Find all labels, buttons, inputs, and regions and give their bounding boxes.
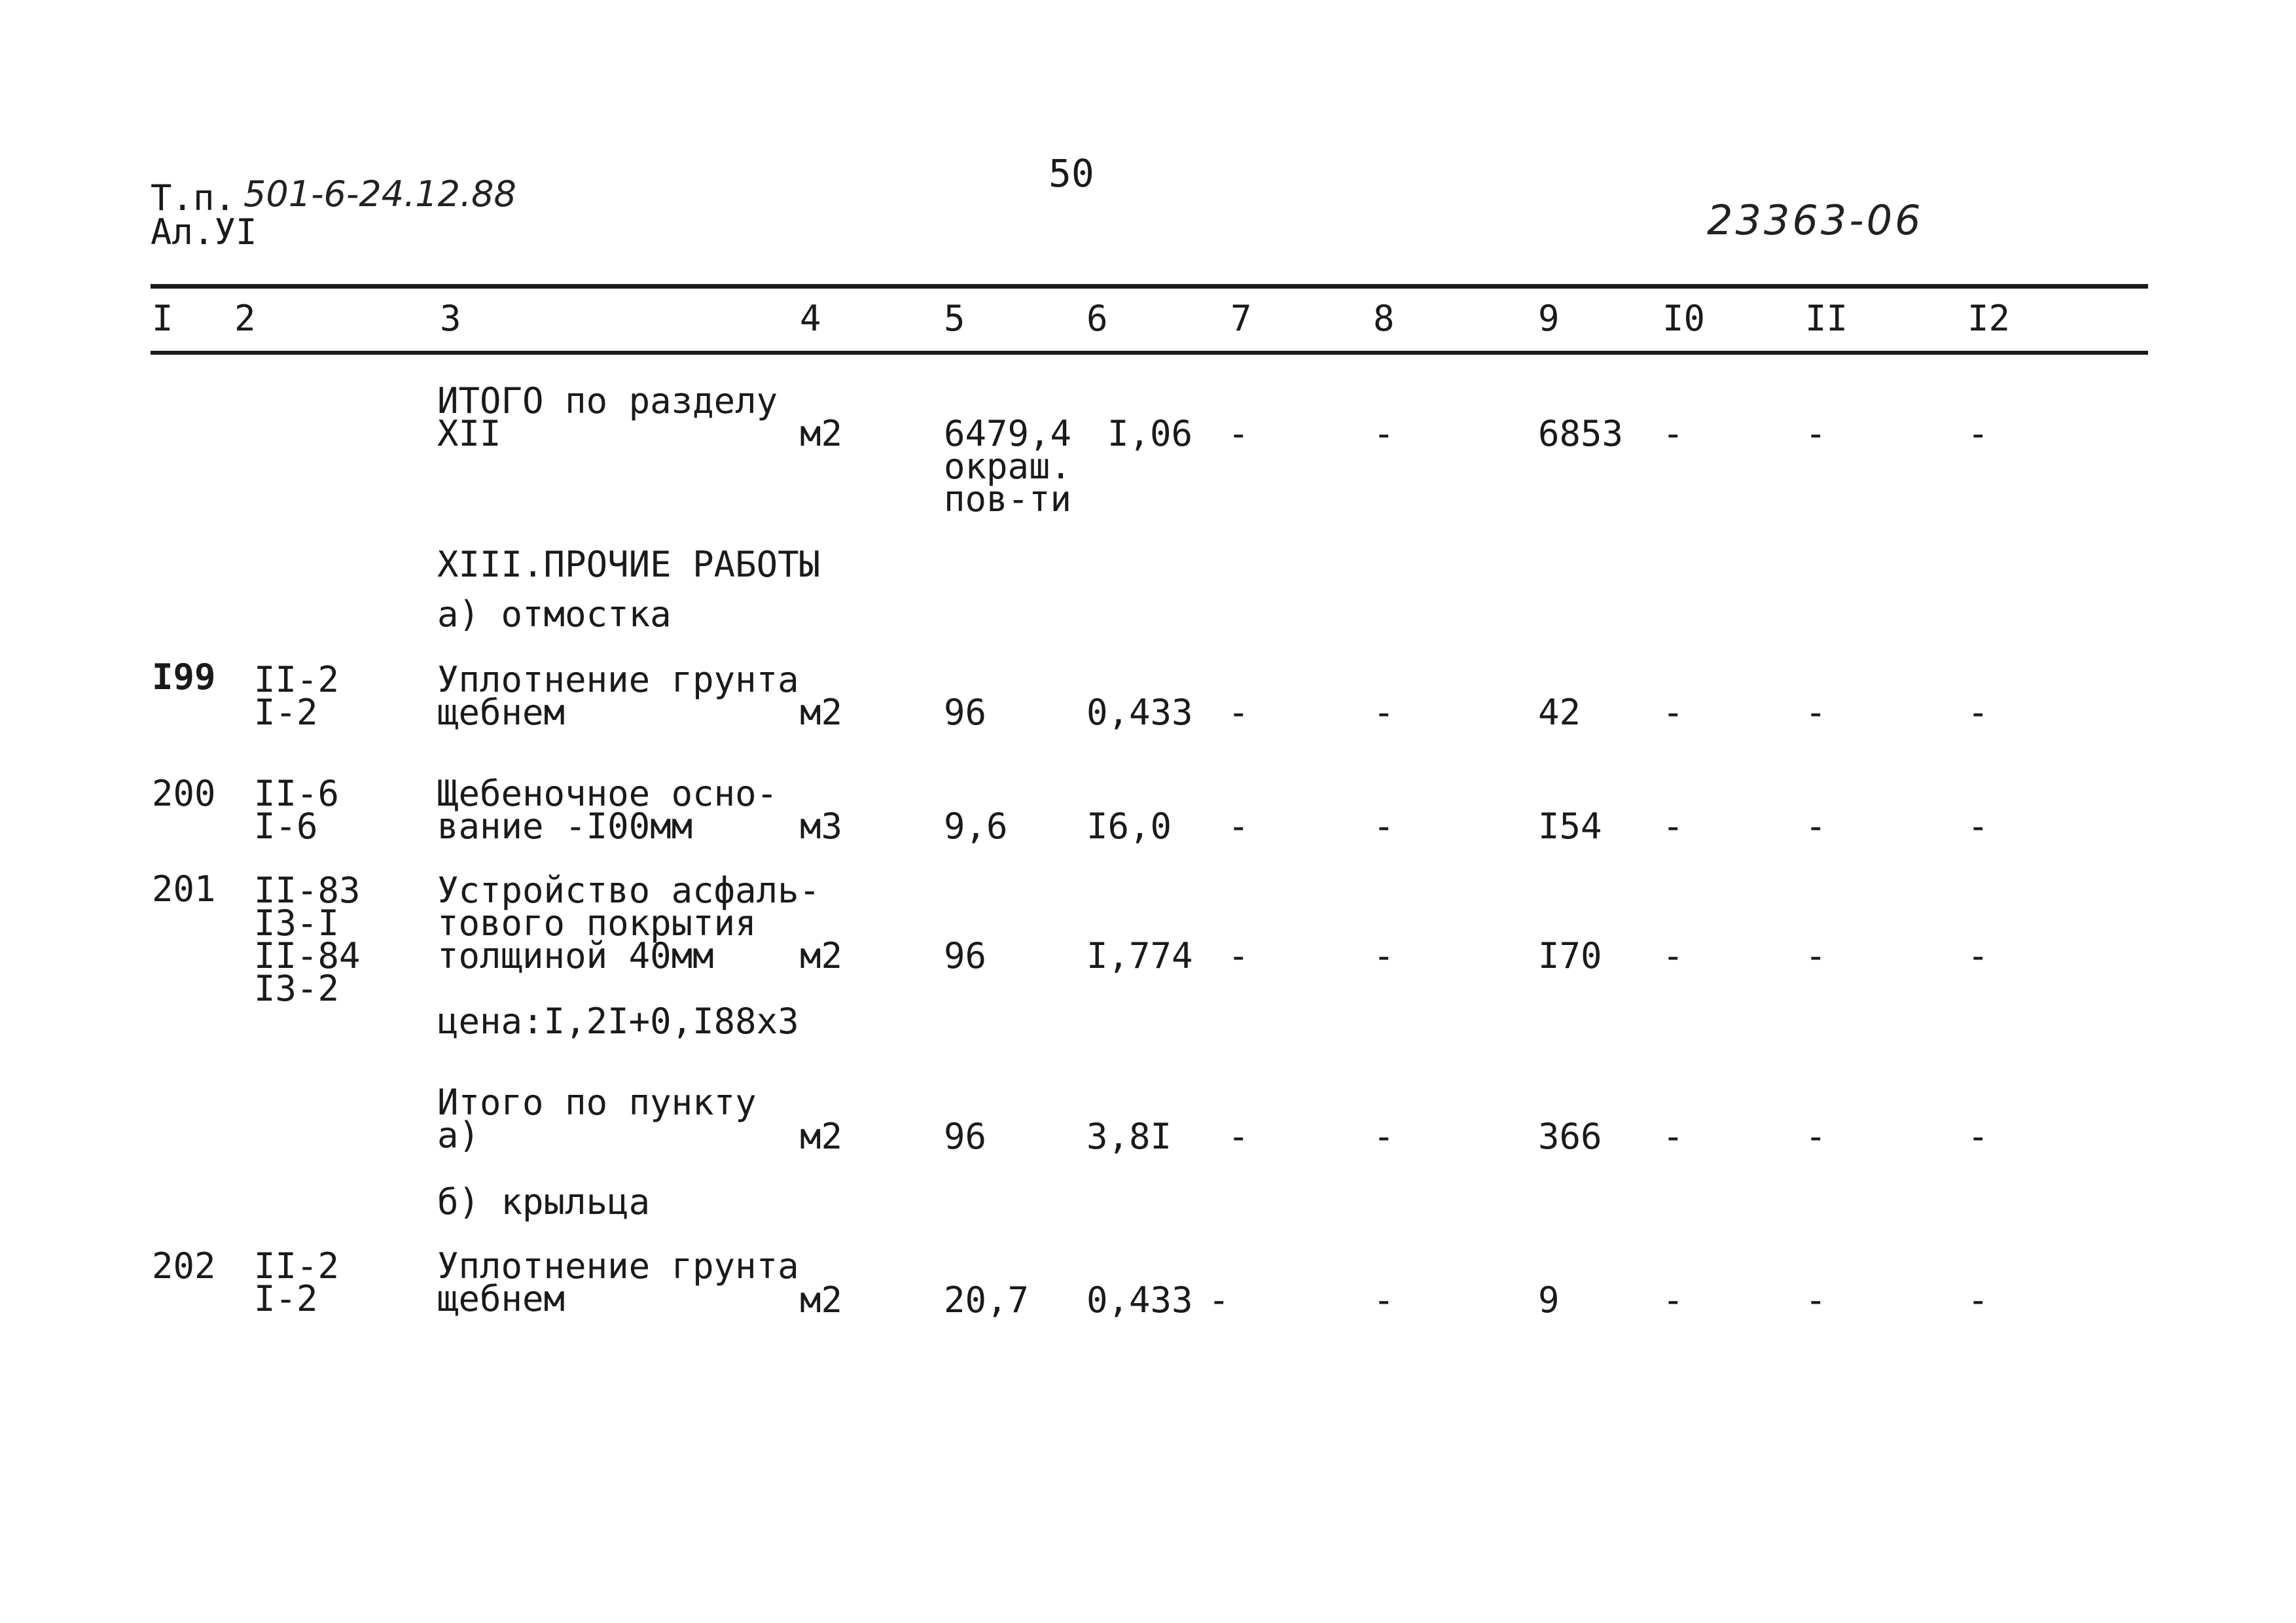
row-col7: - xyxy=(1228,806,1249,847)
row-total: I54 xyxy=(1538,806,1602,847)
row-total: 42 xyxy=(1538,692,1581,733)
row-number: I99 xyxy=(152,656,216,698)
row-name: Итого по пункту а) xyxy=(437,1082,757,1156)
subsection-heading: б) крыльца xyxy=(437,1181,651,1222)
row-price: I,774 xyxy=(1086,935,1193,976)
row-col12: - xyxy=(1967,1279,1989,1321)
section-heading: XIII.ПРОЧИЕ РАБОТЫ xyxy=(437,544,821,585)
row-price: 0,433 xyxy=(1086,1279,1193,1321)
row-total: 366 xyxy=(1538,1116,1602,1157)
row-name: Щебеночное осно- вание -I00мм xyxy=(437,773,778,847)
col-header: I2 xyxy=(1967,298,2011,339)
row-col7: - xyxy=(1228,935,1249,976)
row-col11: - xyxy=(1805,1116,1827,1157)
row-number: 200 xyxy=(152,773,216,814)
table-top-rule xyxy=(151,284,2148,289)
album-label: Ал.УI xyxy=(151,211,257,253)
row-price: 3,8I xyxy=(1086,1116,1172,1157)
row-col10: - xyxy=(1662,806,1684,847)
row-name: Уплотнение грунта щебнем xyxy=(437,1245,799,1319)
row-col7: - xyxy=(1228,413,1249,454)
page-number: 50 xyxy=(1049,151,1094,196)
row-unit: м2 xyxy=(800,1116,843,1157)
col-header: 2 xyxy=(234,298,256,339)
row-col8: - xyxy=(1373,1116,1395,1157)
row-col11: - xyxy=(1805,413,1827,454)
row-col12: - xyxy=(1967,413,1989,454)
row-price: I6,0 xyxy=(1086,806,1172,847)
row-total: 6853 xyxy=(1538,413,1624,454)
row-quantity: 6479,4 окраш. пов-ти xyxy=(944,413,1072,520)
row-col12: - xyxy=(1967,1116,1989,1157)
row-col10: - xyxy=(1662,935,1684,976)
row-unit: м3 xyxy=(800,806,843,847)
row-col8: - xyxy=(1373,806,1395,847)
row-col11: - xyxy=(1805,935,1827,976)
row-col8: - xyxy=(1373,1279,1395,1321)
col-header: II xyxy=(1805,298,1848,339)
row-unit: м2 xyxy=(800,692,843,733)
col-header: 3 xyxy=(440,298,461,339)
row-col10: - xyxy=(1662,1116,1684,1157)
table-header-rule xyxy=(151,351,2148,355)
col-header: 6 xyxy=(1086,298,1108,339)
col-header: 9 xyxy=(1538,298,1560,339)
row-code: II-2 I-2 xyxy=(254,659,340,733)
row-col8: - xyxy=(1373,413,1395,454)
row-col12: - xyxy=(1967,692,1989,733)
doc-number: 501-6-24.12.88 xyxy=(243,173,516,215)
row-name: ИТОГО по разделу XII xyxy=(437,380,778,454)
row-quantity: 96 xyxy=(944,1116,987,1157)
row-quantity: 20,7 xyxy=(944,1279,1030,1321)
row-col12: - xyxy=(1967,806,1989,847)
row-number: 201 xyxy=(152,868,216,910)
row-col10: - xyxy=(1662,1279,1684,1321)
row-col8: - xyxy=(1373,935,1395,976)
row-price: 0,433 xyxy=(1086,692,1193,733)
inventory-number: 23363-06 xyxy=(1707,196,1924,244)
col-header: 5 xyxy=(944,298,965,339)
col-header: I xyxy=(152,298,173,339)
row-col11: - xyxy=(1805,1279,1827,1321)
row-col11: - xyxy=(1805,806,1827,847)
row-code: II-83 I3-I II-84 I3-2 xyxy=(254,870,361,1009)
row-code: II-6 I-6 xyxy=(254,773,340,847)
col-header: 8 xyxy=(1373,298,1395,339)
col-header: I0 xyxy=(1662,298,1706,339)
price-note: цена:I,2I+0,I88x3 xyxy=(437,1001,799,1042)
row-col11: - xyxy=(1805,692,1827,733)
col-header: 4 xyxy=(800,298,821,339)
row-quantity: 9,6 xyxy=(944,806,1008,847)
row-col8: - xyxy=(1373,692,1395,733)
row-unit: м2 xyxy=(800,413,843,454)
row-col7: - xyxy=(1208,1279,1230,1321)
doc-prefix: Т.п. xyxy=(151,177,236,219)
row-quantity: 96 xyxy=(944,692,987,733)
col-header: 7 xyxy=(1230,298,1252,339)
row-col12: - xyxy=(1967,935,1989,976)
row-total: 9 xyxy=(1538,1279,1560,1321)
row-col7: - xyxy=(1228,692,1249,733)
subsection-heading: а) отмостка xyxy=(437,594,672,635)
row-col10: - xyxy=(1662,413,1684,454)
row-total: I70 xyxy=(1538,935,1602,976)
row-price: I,06 xyxy=(1107,413,1193,454)
row-name: Уплотнение грунта щебнем xyxy=(437,659,799,733)
row-unit: м2 xyxy=(800,1279,843,1321)
row-col10: - xyxy=(1662,692,1684,733)
row-code: II-2 I-2 xyxy=(254,1245,340,1319)
row-number: 202 xyxy=(152,1245,216,1287)
row-quantity: 96 xyxy=(944,935,987,976)
row-unit: м2 xyxy=(800,935,843,976)
row-col7: - xyxy=(1228,1116,1249,1157)
row-name: Устройство асфаль- тового покрытия толщиной 40мм xyxy=(437,870,821,976)
